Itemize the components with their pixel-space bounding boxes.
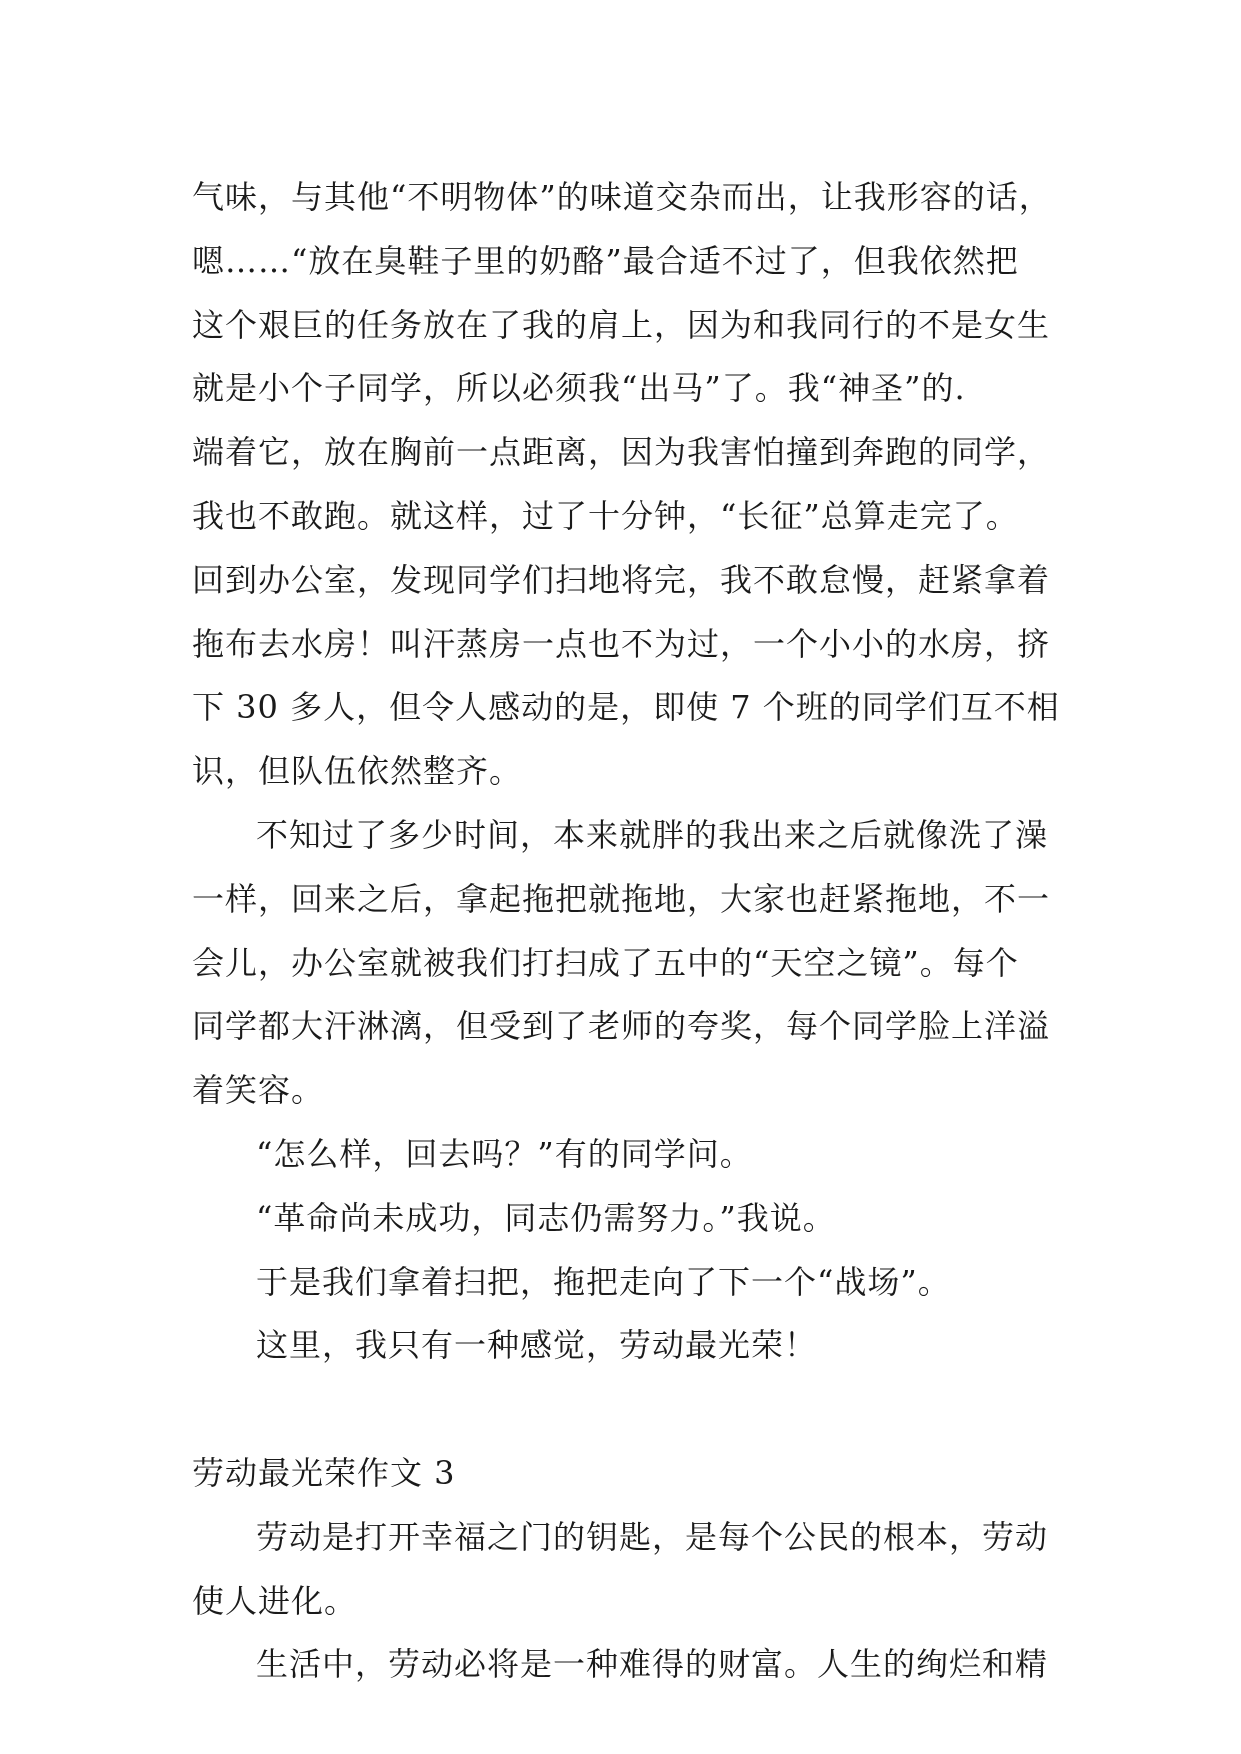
- text-line: 下 30 多人，但令人感动的是，即使 7 个班的同学们互不相: [192, 688, 1060, 727]
- text-line: 一样，回来之后，拿起拖把就拖地，大家也赶紧拖地，不一: [192, 879, 1051, 918]
- section-gap: [192, 1378, 1072, 1442]
- section-heading: 劳动最光荣作文 3: [192, 1453, 456, 1492]
- text-line: 同学都大汗淋漓，但受到了老师的夸奖，每个同学脸上洋溢: [192, 1007, 1051, 1046]
- text-line: 端着它，放在胸前一点距离，因为我害怕撞到奔跑的同学，: [192, 433, 1051, 472]
- text-line: 拖布去水房！叫汗蒸房一点也不为过，一个小小的水房，挤: [192, 624, 1051, 663]
- text-line: 我也不敢跑。就这样，过了十分钟，“长征”总算走完了。: [192, 496, 1019, 535]
- text-line: 生活中，劳动必将是一种难得的财富。人生的绚烂和精: [256, 1645, 1049, 1684]
- text-line: 会儿，办公室就被我们打扫成了五中的“天空之镜”。每个: [192, 943, 1019, 982]
- text-line: 着笑容。: [192, 1071, 325, 1110]
- text-line: 于是我们拿着扫把，拖把走向了下一个“战场”。: [256, 1262, 951, 1301]
- essay-text: [192, 166, 1072, 1697]
- text-line: 就是小个子同学，所以必须我“出马”了。我“神圣”的.: [192, 369, 966, 408]
- text-line: 回到办公室，发现同学们扫地将完，我不敢怠慢，赶紧拿着: [192, 560, 1051, 599]
- text-line: “怎么样，回去吗？”有的同学问。: [256, 1134, 753, 1173]
- text-line: “革命尚未成功，同志仍需努力。”我说。: [256, 1198, 836, 1237]
- text-line: 这个艰巨的任务放在了我的肩上，因为和我同行的不是女生: [192, 305, 1051, 344]
- text-line: 气味，与其他“不明物体”的味道交杂而出，让我形容的话，: [192, 178, 1052, 216]
- text-line: 不知过了多少时间，本来就胖的我出来之后就像洗了澡: [256, 815, 1049, 854]
- text-line: 识，但队伍依然整齐。: [192, 752, 523, 791]
- text-line: 使人进化。: [192, 1581, 358, 1620]
- text-line: 嗯……“放在臭鞋子里的奶酪”最合适不过了，但我依然把: [192, 241, 1019, 280]
- text-line: 劳动是打开幸福之门的钥匙，是每个公民的根本，劳动: [256, 1517, 1049, 1556]
- text-line: 这里，我只有一种感觉，劳动最光荣！: [256, 1326, 818, 1365]
